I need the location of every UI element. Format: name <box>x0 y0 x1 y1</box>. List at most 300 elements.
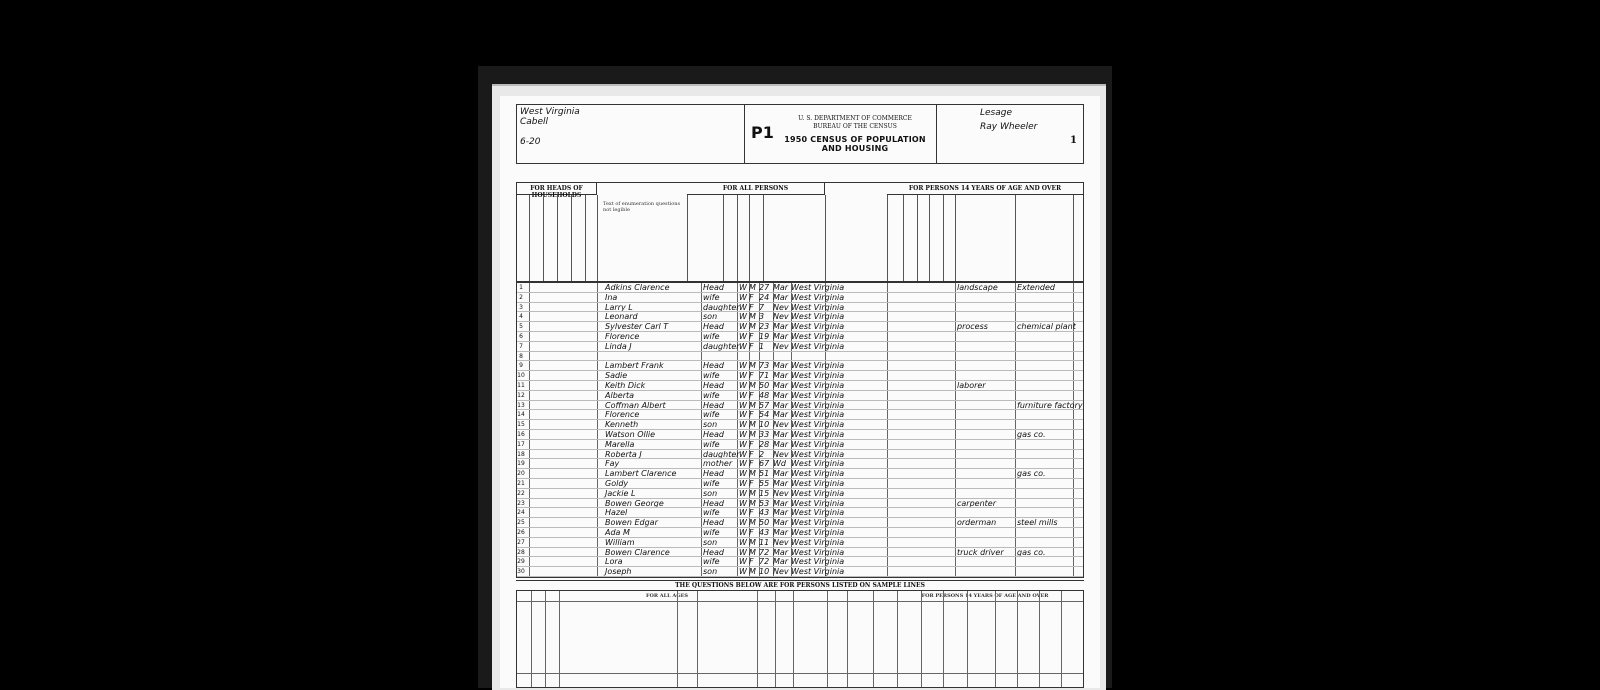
census-row <box>517 469 1083 479</box>
census-row <box>517 489 1083 499</box>
cell-rel: daughter <box>703 341 740 351</box>
cell-age: 48 <box>759 390 770 400</box>
cell-race: W <box>739 488 747 498</box>
cell-race: W <box>739 381 747 390</box>
cell-line: 13 <box>517 401 525 409</box>
cell-age: 1 <box>759 341 765 351</box>
cell-name: Kenneth <box>605 420 639 430</box>
cell-age: 72 <box>759 547 770 557</box>
cell-sex: M <box>749 420 756 430</box>
cell-line: 12 <box>517 391 525 399</box>
cell-rel: wife <box>703 528 720 537</box>
cell-mar: Nev <box>773 567 789 577</box>
cell-rel: Head <box>703 283 724 292</box>
cell-sex: M <box>749 430 756 439</box>
cell-mar: Mar <box>773 410 789 420</box>
cell-age: 7 <box>759 302 765 312</box>
cell-rel: wife <box>703 508 720 518</box>
cell-sex: F <box>749 479 754 488</box>
cell-name: Bowen Clarence <box>605 547 670 557</box>
cell-bpl: West Virginia <box>791 292 845 302</box>
cell-ind: steel mills <box>1017 518 1058 528</box>
cell-race: W <box>739 361 747 371</box>
cell-bpl: West Virginia <box>791 361 845 371</box>
cell-name: Lambert Frank <box>605 361 664 371</box>
cell-name: Sylvester Carl T <box>605 322 669 332</box>
cell-bpl: West Virginia <box>791 332 845 341</box>
cell-name: Coffman Albert <box>605 400 666 410</box>
sheet-number: 1 <box>1070 135 1077 146</box>
cell-name: Adkins Clarence <box>605 283 670 292</box>
census-row <box>517 557 1083 567</box>
cell-rel: son <box>703 567 718 577</box>
cell-bpl: West Virginia <box>791 390 845 400</box>
census-row <box>517 459 1083 469</box>
cell-mar: Mar <box>773 390 789 400</box>
census-row <box>517 312 1083 322</box>
cell-line: 17 <box>517 440 525 448</box>
cell-ind: furniture factory <box>1017 400 1083 410</box>
cell-age: 15 <box>759 488 770 498</box>
cell-line: 1 <box>519 284 523 291</box>
persons-14-section-header: FOR PERSONS 14 YEARS OF AGE AND OVER <box>887 183 1083 195</box>
cell-name: Larry L <box>605 302 633 312</box>
cell-mar: Nev <box>773 420 789 430</box>
cell-rel: son <box>703 537 718 547</box>
cell-line: 24 <box>517 509 525 517</box>
cell-line: 19 <box>517 460 525 468</box>
cell-mar: Mar <box>773 479 789 488</box>
all-persons-section-header: FOR ALL PERSONS <box>687 183 825 195</box>
cell-rel: daughter <box>703 302 740 312</box>
cell-line: 10 <box>517 372 525 380</box>
cell-race: W <box>739 430 747 439</box>
census-row <box>517 410 1083 420</box>
cell-sex: M <box>749 567 756 577</box>
header-enumerator-block <box>937 105 1083 163</box>
header-location-block <box>517 105 745 163</box>
cell-name: Bowen Edgar <box>605 518 658 528</box>
cell-race: W <box>739 537 747 547</box>
cell-mar: Mar <box>773 371 789 381</box>
cell-sex: F <box>749 302 754 312</box>
cell-bpl: West Virginia <box>791 420 845 430</box>
sample-all-ages-header: FOR ALL AGES <box>645 593 689 599</box>
cell-name: Marella <box>605 439 635 449</box>
census-row <box>517 371 1083 381</box>
cell-mar: Mar <box>773 381 789 390</box>
cell-line: 21 <box>517 480 525 487</box>
cell-race: W <box>739 469 747 479</box>
cell-age: 11 <box>759 537 770 547</box>
cell-sex: F <box>749 449 754 459</box>
cell-age: 10 <box>759 567 770 577</box>
cell-rel: wife <box>703 390 720 400</box>
cell-rel: wife <box>703 371 720 381</box>
cell-rel: Head <box>703 430 724 439</box>
cell-bpl: West Virginia <box>791 567 845 577</box>
cell-occ: laborer <box>957 381 986 390</box>
cell-rel: Head <box>703 547 724 557</box>
form-number: P1 <box>751 123 774 142</box>
cell-rel: wife <box>703 439 720 449</box>
cell-name: Roberta J <box>605 449 642 459</box>
form-header <box>516 104 1084 164</box>
cell-bpl: West Virginia <box>791 469 845 479</box>
cell-ind: gas co. <box>1017 469 1046 479</box>
cell-race: W <box>739 322 747 332</box>
cell-sex: M <box>749 498 756 508</box>
cell-age: 10 <box>759 420 770 430</box>
cell-race: W <box>739 341 747 351</box>
cell-sex: M <box>749 322 756 332</box>
cell-line: 20 <box>517 470 525 478</box>
department-name: U. S. DEPARTMENT OF COMMERCE <box>798 115 912 122</box>
cell-sex: M <box>749 518 756 528</box>
cell-sex: F <box>749 332 754 341</box>
cell-line: 9 <box>519 362 523 370</box>
cell-name: Hazel <box>605 508 628 518</box>
cell-line: 25 <box>517 519 525 527</box>
cell-race: W <box>739 371 747 381</box>
cell-age: 51 <box>759 469 770 479</box>
cell-race: W <box>739 302 747 312</box>
cell-age: 53 <box>759 498 770 508</box>
census-row <box>517 303 1083 313</box>
cell-age: 3 <box>759 312 765 322</box>
cell-name: Keith Dick <box>605 381 646 390</box>
cell-line: 11 <box>517 382 525 389</box>
cell-race: W <box>739 420 747 430</box>
cell-name: Lora <box>605 557 623 567</box>
cell-line: 29 <box>517 558 525 566</box>
cell-bpl: West Virginia <box>791 371 845 381</box>
cell-bpl: West Virginia <box>791 430 845 439</box>
cell-name: Florence <box>605 332 640 341</box>
cell-age: 2 <box>759 449 765 459</box>
cell-bpl: West Virginia <box>791 341 845 351</box>
cell-rel: wife <box>703 410 720 420</box>
cell-age: 72 <box>759 557 770 567</box>
cell-bpl: West Virginia <box>791 410 845 420</box>
cell-race: W <box>739 498 747 508</box>
cell-age: 43 <box>759 528 770 537</box>
cell-name: Jackie L <box>605 488 636 498</box>
census-row <box>517 361 1083 371</box>
cell-race: W <box>739 449 747 459</box>
census-row <box>517 479 1083 489</box>
cell-race: W <box>739 459 747 469</box>
cell-bpl: West Virginia <box>791 498 845 508</box>
cell-sex: M <box>749 283 756 292</box>
cell-sex: F <box>749 557 754 567</box>
cell-mar: Mar <box>773 528 789 537</box>
cell-name: Florence <box>605 410 640 420</box>
cell-ind: gas co. <box>1017 547 1046 557</box>
state-value: West Virginia <box>520 107 580 117</box>
cell-race: W <box>739 508 747 518</box>
cell-sex: F <box>749 410 754 420</box>
cell-line: 6 <box>519 333 523 340</box>
cell-occ: carpenter <box>957 498 997 508</box>
cell-occ: process <box>957 322 988 332</box>
cell-sex: M <box>749 400 756 410</box>
cell-mar: Mar <box>773 498 789 508</box>
cell-age: 28 <box>759 439 770 449</box>
sample-lines-title: THE QUESTIONS BELOW ARE FOR PERSONS LISTED ON SAMPLE LINES <box>516 580 1084 590</box>
cell-age: 57 <box>759 400 770 410</box>
cell-age: 55 <box>759 479 770 488</box>
cell-rel: mother <box>703 459 733 469</box>
census-page[interactable] <box>500 96 1100 688</box>
place-value: Lesage <box>980 108 1013 118</box>
cell-mar: Nev <box>773 537 789 547</box>
cell-ind: chemical plant <box>1017 322 1076 332</box>
cell-rel: Head <box>703 498 724 508</box>
census-row <box>517 293 1083 303</box>
cell-name: Sadie <box>605 371 628 381</box>
cell-age: 73 <box>759 361 770 371</box>
census-row <box>517 342 1083 352</box>
cell-rel: wife <box>703 332 720 341</box>
cell-race: W <box>739 547 747 557</box>
cell-line: 22 <box>517 489 525 497</box>
cell-race: W <box>739 557 747 567</box>
cell-bpl: West Virginia <box>791 537 845 547</box>
census-row <box>517 401 1083 411</box>
cell-name: Goldy <box>605 479 629 488</box>
district-value: 6-20 <box>520 137 541 147</box>
census-row <box>517 548 1083 558</box>
cell-line: 5 <box>519 323 523 331</box>
cell-age: 67 <box>759 459 770 469</box>
cell-mar: Mar <box>773 557 789 567</box>
cell-mar: Nev <box>773 341 789 351</box>
cell-mar: Nev <box>773 449 789 459</box>
bureau-name: BUREAU OF THE CENSUS <box>813 123 897 130</box>
sample-14-over-header: FOR PERSONS 14 YEARS OF AGE AND OVER <box>921 593 1049 599</box>
cell-line: 2 <box>519 293 523 301</box>
census-row <box>517 508 1083 518</box>
cell-sex: F <box>749 459 754 469</box>
cell-bpl: West Virginia <box>791 381 845 390</box>
cell-bpl: West Virginia <box>791 322 845 332</box>
household-section-header: FOR HEADS OF HOUSEHOLDS <box>517 183 597 195</box>
cell-name: Ina <box>605 292 618 302</box>
census-row <box>517 322 1083 332</box>
cell-mar: Mar <box>773 508 789 518</box>
census-row <box>517 499 1083 509</box>
cell-line: 15 <box>517 421 525 429</box>
cell-race: W <box>739 312 747 322</box>
cell-bpl: West Virginia <box>791 439 845 449</box>
cell-name: Leonard <box>605 312 638 322</box>
cell-rel: son <box>703 488 718 498</box>
cell-sex: F <box>749 439 754 449</box>
cell-bpl: West Virginia <box>791 547 845 557</box>
cell-bpl: West Virginia <box>791 557 845 567</box>
cell-mar: Mar <box>773 439 789 449</box>
census-row <box>517 332 1083 342</box>
cell-line: 28 <box>517 548 525 556</box>
county-value: Cabell <box>520 117 549 127</box>
cell-ind: gas co. <box>1017 430 1046 439</box>
cell-bpl: West Virginia <box>791 488 845 498</box>
header-title-block <box>745 105 937 163</box>
cell-name: Linda J <box>605 341 632 351</box>
cell-occ: truck driver <box>957 547 1004 557</box>
census-row <box>517 440 1083 450</box>
cell-rel: daughter <box>703 449 740 459</box>
cell-name: Bowen George <box>605 498 664 508</box>
cell-age: 33 <box>759 430 770 439</box>
cell-age: 50 <box>759 518 770 528</box>
census-row <box>517 450 1083 460</box>
cell-name: Watson Ollie <box>605 430 656 439</box>
cell-bpl: West Virginia <box>791 528 845 537</box>
cell-name: Ada M <box>605 528 630 537</box>
cell-sex: M <box>749 312 756 322</box>
cell-age: 27 <box>759 283 770 292</box>
cell-rel: Head <box>703 361 724 371</box>
cell-bpl: West Virginia <box>791 302 845 312</box>
census-row <box>517 538 1083 548</box>
cell-age: 43 <box>759 508 770 518</box>
cell-mar: Mar <box>773 547 789 557</box>
cell-mar: Nev <box>773 312 789 322</box>
cell-mar: Nev <box>773 302 789 312</box>
cell-bpl: West Virginia <box>791 312 845 322</box>
cell-bpl: West Virginia <box>791 283 845 292</box>
census-row <box>517 352 1083 362</box>
cell-race: W <box>739 439 747 449</box>
cell-mar: Nev <box>773 488 789 498</box>
cell-bpl: West Virginia <box>791 479 845 488</box>
census-row <box>517 430 1083 440</box>
cell-rel: Head <box>703 322 724 332</box>
cell-line: 23 <box>517 499 525 507</box>
census-row <box>517 567 1083 577</box>
cell-sex: F <box>749 371 754 381</box>
cell-rel: Head <box>703 469 724 479</box>
cell-bpl: West Virginia <box>791 449 845 459</box>
enumerator-value: Ray Wheeler <box>980 122 1038 132</box>
cell-age: 19 <box>759 332 770 341</box>
cell-sex: F <box>749 390 754 400</box>
cell-age: 54 <box>759 410 770 420</box>
cell-age: 71 <box>759 371 770 381</box>
cell-sex: M <box>749 381 756 390</box>
cell-mar: Mar <box>773 283 789 292</box>
cell-ind: Extended <box>1017 283 1055 292</box>
cell-sex: M <box>749 361 756 371</box>
census-row <box>517 518 1083 528</box>
cell-rel: wife <box>703 292 720 302</box>
cell-rel: wife <box>703 557 720 567</box>
cell-sex: F <box>749 508 754 518</box>
cell-race: W <box>739 390 747 400</box>
cell-sex: F <box>749 528 754 537</box>
cell-race: W <box>739 567 747 577</box>
cell-occ: orderman <box>957 518 997 528</box>
cell-rel: wife <box>703 479 720 488</box>
cell-sex: M <box>749 537 756 547</box>
cell-sex: M <box>749 469 756 479</box>
cell-age: 24 <box>759 292 770 302</box>
cell-mar: Mar <box>773 332 789 341</box>
census-title: 1950 CENSUS OF POPULATION AND HOUSING <box>784 135 926 153</box>
census-row <box>517 528 1083 538</box>
cell-race: W <box>739 479 747 488</box>
cell-line: 7 <box>519 342 523 350</box>
cell-sex: M <box>749 547 756 557</box>
cell-sex: M <box>749 488 756 498</box>
cell-bpl: West Virginia <box>791 459 845 469</box>
cell-rel: son <box>703 420 718 430</box>
cell-age: 50 <box>759 381 770 390</box>
cell-mar: Mar <box>773 469 789 479</box>
cell-line: 18 <box>517 450 525 458</box>
cell-age: 23 <box>759 322 770 332</box>
cell-line: 27 <box>517 538 525 546</box>
cell-race: W <box>739 400 747 410</box>
cell-line: 16 <box>517 431 525 438</box>
column-headers: FOR HEADS OF HOUSEHOLDS FOR ALL PERSONS FOR PERSONS 14 YEARS OF AGE AND OVER Text of enumeration questions not legible <box>516 182 1084 282</box>
cell-occ: landscape <box>957 283 998 292</box>
cell-line: 26 <box>517 529 525 536</box>
cell-sex: F <box>749 341 754 351</box>
cell-name: William <box>605 537 635 547</box>
census-row <box>517 381 1083 391</box>
census-row <box>517 391 1083 401</box>
cell-mar: Mar <box>773 322 789 332</box>
cell-rel: son <box>703 312 718 322</box>
cell-rel: Head <box>703 518 724 528</box>
cell-sex: F <box>749 292 754 302</box>
cell-name: Fay <box>605 459 620 469</box>
cell-line: 14 <box>517 411 525 419</box>
cell-line: 3 <box>519 303 523 311</box>
cell-rel: Head <box>703 400 724 410</box>
cell-mar: Wd <box>773 459 786 469</box>
sample-lines-section <box>516 590 1084 688</box>
cell-race: W <box>739 518 747 528</box>
cell-race: W <box>739 283 747 292</box>
census-row <box>517 283 1083 293</box>
cell-name: Joseph <box>605 567 632 577</box>
cell-mar: Mar <box>773 361 789 371</box>
cell-bpl: West Virginia <box>791 518 845 528</box>
cell-mar: Mar <box>773 292 789 302</box>
cell-bpl: West Virginia <box>791 508 845 518</box>
cell-mar: Mar <box>773 400 789 410</box>
cell-race: W <box>739 528 747 537</box>
cell-mar: Mar <box>773 518 789 528</box>
cell-name: Lambert Clarence <box>605 469 677 479</box>
cell-bpl: West Virginia <box>791 400 845 410</box>
cell-race: W <box>739 410 747 420</box>
cell-line: 30 <box>517 568 525 576</box>
cell-race: W <box>739 292 747 302</box>
census-entry-grid <box>516 282 1084 578</box>
cell-rel: Head <box>703 381 724 390</box>
cell-line: 4 <box>519 313 523 321</box>
cell-mar: Mar <box>773 430 789 439</box>
cell-race: W <box>739 332 747 341</box>
cell-name: Alberta <box>605 390 635 400</box>
census-row <box>517 420 1083 430</box>
cell-line: 8 <box>519 352 523 360</box>
